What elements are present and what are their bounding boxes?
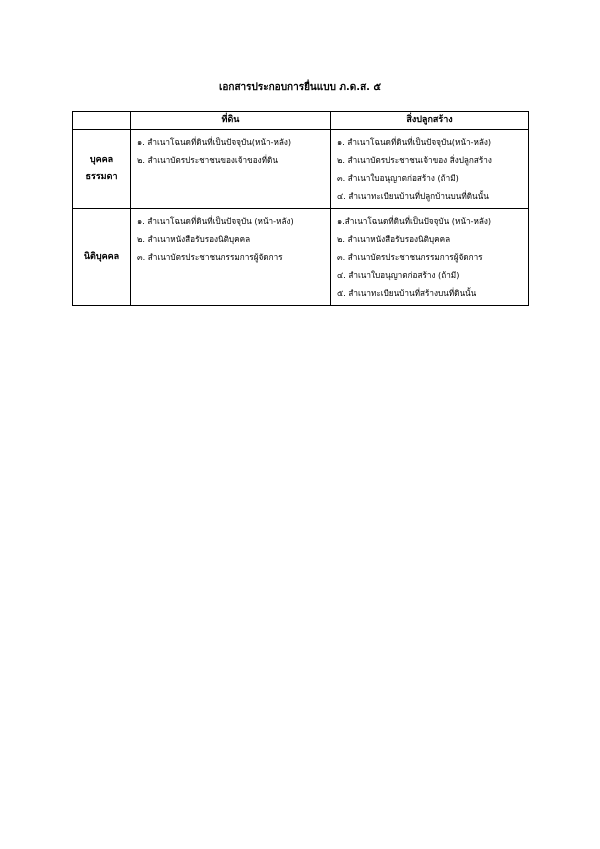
list-item: ๑. สำเนาโฉนดที่ดินที่เป็นปัจจุบัน (หน้า-หลัง) <box>137 216 294 226</box>
document-title: เอกสารประกอบการยื่นแบบ ภ.ด.ส. ๕ <box>218 82 382 93</box>
building-document-list <box>331 209 528 305</box>
building-cell <box>331 209 529 306</box>
land-document-list <box>131 209 330 269</box>
land-cell <box>131 130 331 209</box>
list-item: ๔. สำเนาทะเบียนบ้านที่ปลูกบ้านบนที่ดินนั้น <box>337 191 489 201</box>
building-cell <box>331 130 529 209</box>
header-land: ที่ดิน <box>131 112 331 130</box>
list-item: ๔. สำเนาใบอนุญาตก่อสร้าง (ถ้ามี) <box>337 270 460 280</box>
list-item: ๑. สำเนาโฉนดที่ดินที่เป็นปัจจุบัน(หน้า-หลัง) <box>137 137 292 147</box>
requirements-table <box>72 111 529 306</box>
land-cell <box>131 209 331 306</box>
list-item: ๕. สำเนาทะเบียนบ้านที่สร้างบนที่ดินนั้น <box>337 288 477 298</box>
table-header-row <box>73 112 529 130</box>
list-item: ๒. สำเนาบัตรประชาชนเจ้าของ สิ่งปลูกสร้าง <box>337 155 492 165</box>
list-item: ๓. สำเนาบัตรประชาชนกรรมการผู้จัดการ <box>337 252 483 262</box>
list-item: ๓. สำเนาใบอนุญาตก่อสร้าง (ถ้ามี) <box>337 173 459 183</box>
list-item: ๑. สำเนาโฉนดที่ดินที่เป็นปัจจุบัน(หน้า-หลัง) <box>337 137 492 147</box>
list-item: ๒. สำเนาบัตรประชาชนของเจ้าของที่ดิน <box>137 155 278 165</box>
header-empty <box>73 112 131 130</box>
row-label: บุคคล ธรรมดา <box>73 130 131 209</box>
row-label: นิติบุคคล <box>73 209 131 306</box>
land-document-list <box>131 130 330 172</box>
building-document-list <box>331 130 528 208</box>
header-building: สิ่งปลูกสร้าง <box>331 112 529 130</box>
list-item: ๒. สำเนาหนังสือรับรองนิติบุคคล <box>337 234 451 244</box>
table-row <box>73 209 529 306</box>
table-row <box>73 130 529 209</box>
list-item: ๒. สำเนาหนังสือรับรองนิติบุคคล <box>137 234 251 244</box>
list-item: ๓. สำเนาบัตรประชาชนกรรมการผู้จัดการ <box>137 252 283 262</box>
list-item: ๑.สำเนาโฉนดที่ดินที่เป็นปัจจุบัน (หน้า-หลัง) <box>337 216 492 226</box>
